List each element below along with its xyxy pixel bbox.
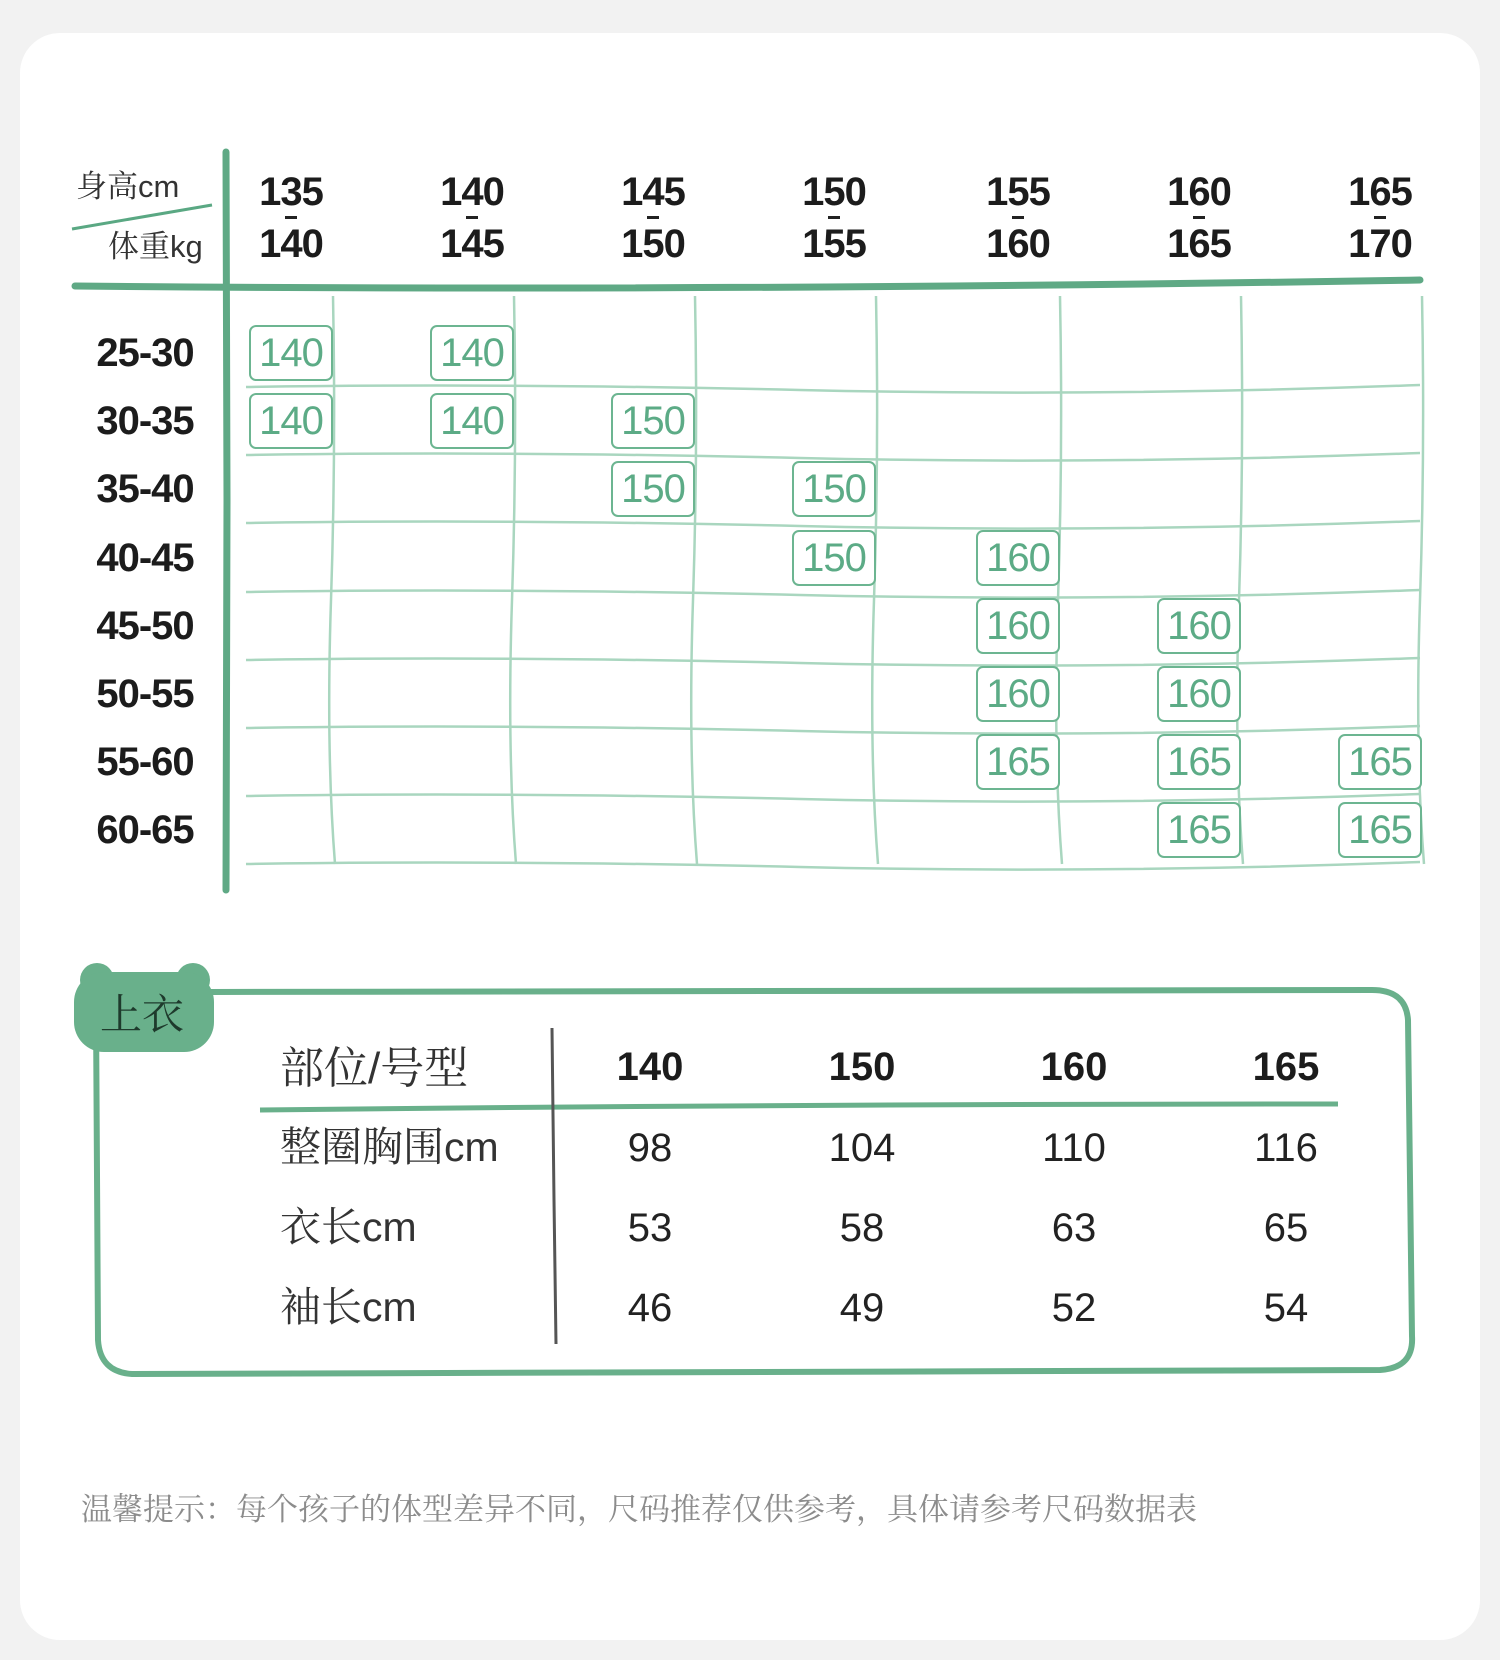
size-column-header: 165 <box>1252 1045 1320 1089</box>
size-column-header: 140 <box>616 1045 684 1089</box>
recommended-size-chip: 150 <box>611 461 695 517</box>
height-axis-label: 身高cm <box>76 169 180 204</box>
recommended-size-chip: 150 <box>792 461 876 517</box>
recommended-size-chip: 140 <box>430 393 514 449</box>
height-column-header: 135 <box>259 170 323 214</box>
measurement-cell: 53 <box>627 1206 673 1250</box>
height-column-header: 155 <box>986 170 1050 214</box>
recommended-size-chip: 165 <box>976 734 1060 790</box>
height-column-header-upper: 160 <box>986 222 1050 266</box>
measurement-cell: 104 <box>828 1126 896 1170</box>
measurement-cell: 46 <box>627 1286 673 1330</box>
measurement-cell: 49 <box>839 1286 885 1330</box>
table-header-label: 部位/号型 <box>280 1044 469 1093</box>
height-column-header-upper: 165 <box>1167 222 1231 266</box>
measurement-cell: 58 <box>839 1206 885 1250</box>
recommended-size-chip: 150 <box>792 530 876 586</box>
height-column-header: 140 <box>440 170 504 214</box>
measurement-row-label: 衣长cm <box>280 1204 417 1250</box>
height-column-header-upper: 155 <box>802 222 866 266</box>
measurement-cell: 65 <box>1263 1206 1309 1250</box>
measurement-row-label: 袖长cm <box>280 1284 417 1330</box>
recommended-size-chip: 160 <box>976 530 1060 586</box>
measurement-cell: 63 <box>1051 1206 1097 1250</box>
recommended-size-chip: 160 <box>976 598 1060 654</box>
measurement-cell: 116 <box>1254 1126 1318 1170</box>
measurement-cell: 110 <box>1042 1126 1106 1170</box>
section-tab-label: 上衣 <box>100 991 185 1038</box>
weight-row-label: 45-50 <box>96 604 194 648</box>
recommended-size-chip: 150 <box>611 393 695 449</box>
height-column-header-upper: 170 <box>1348 222 1412 266</box>
height-column-header: 150 <box>802 170 866 214</box>
height-column-header-upper: 145 <box>440 222 504 266</box>
weight-row-label: 55-60 <box>96 740 194 784</box>
recommended-size-chip: 165 <box>1338 802 1422 858</box>
measurement-cell: 52 <box>1051 1286 1097 1330</box>
size-column-header: 150 <box>828 1045 896 1089</box>
table-column-divider <box>552 1028 556 1344</box>
recommended-size-chip: 160 <box>1157 598 1241 654</box>
weight-row-label: 30-35 <box>96 399 194 443</box>
size-column-header: 160 <box>1040 1045 1108 1089</box>
recommended-size-chip: 140 <box>249 325 333 381</box>
recommended-size-chip: 160 <box>1157 666 1241 722</box>
height-column-header: 160 <box>1167 170 1231 214</box>
table-header-rule <box>260 1104 1338 1110</box>
weight-row-label: 40-45 <box>96 536 194 580</box>
height-column-header: 145 <box>621 170 685 214</box>
recommended-size-chip: 165 <box>1157 734 1241 790</box>
recommended-size-chip: 165 <box>1157 802 1241 858</box>
measurement-row-label: 整圈胸围cm <box>280 1124 499 1170</box>
weight-row-label: 60-65 <box>96 808 194 852</box>
recommended-size-chip: 140 <box>430 325 514 381</box>
measurement-cell: 98 <box>627 1126 673 1170</box>
weight-row-label: 25-30 <box>96 331 194 375</box>
recommended-size-chip: 160 <box>976 666 1060 722</box>
height-column-header-upper: 150 <box>621 222 685 266</box>
recommended-size-chip: 140 <box>249 393 333 449</box>
weight-row-label: 35-40 <box>96 467 194 511</box>
weight-row-label: 50-55 <box>96 672 194 716</box>
measurement-cell: 54 <box>1263 1286 1309 1330</box>
recommended-size-chip: 165 <box>1338 734 1422 790</box>
weight-axis-label: 体重kg <box>108 229 203 264</box>
height-column-header: 165 <box>1348 170 1412 214</box>
height-column-header-upper: 140 <box>259 222 323 266</box>
size-tip-text: 温馨提示：每个孩子的体型差异不同，尺码推荐仅供参考，具体请参考尺码数据表 <box>81 1492 1197 1527</box>
